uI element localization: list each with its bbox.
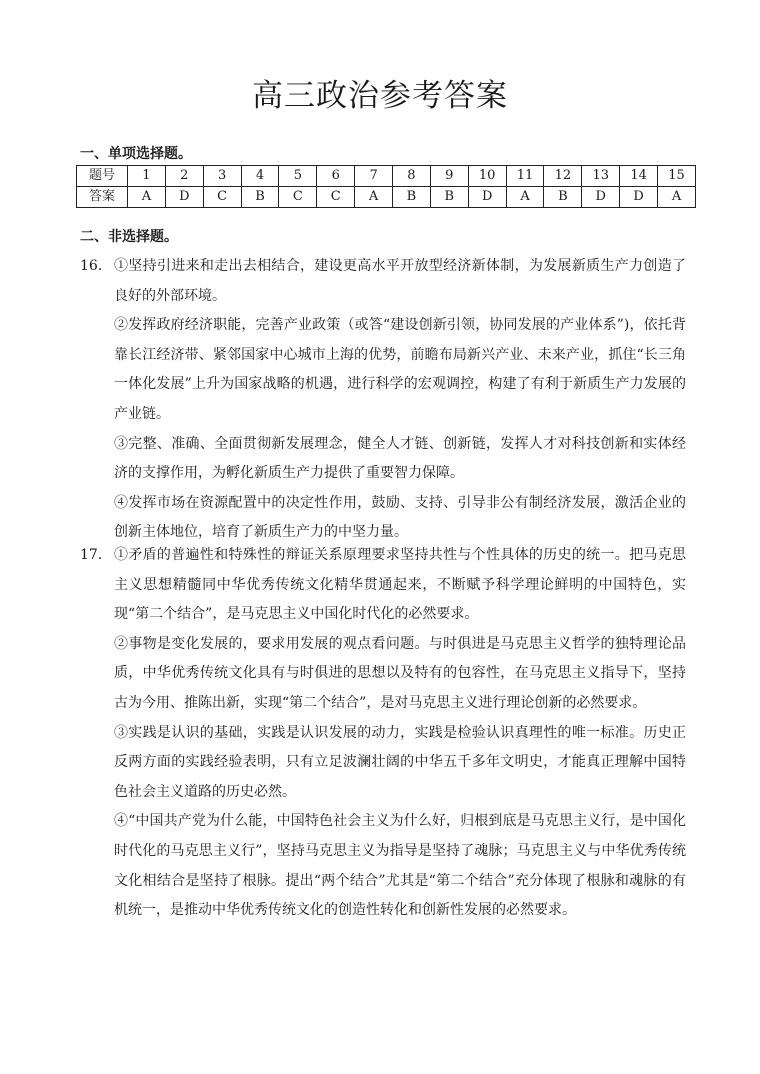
question-number-cell: 2 [165, 166, 203, 187]
answer-cell: D [468, 187, 506, 208]
answer-point: ②事物是变化发展的，要求用发展的观点看问题。与时俱进是马克思主义哲学的独特理论品质，中华优秀传统文化具有与时俱进的思想以及特有的包容性，在马克思主义指导下，坚持古为今用、推陈出新，实现“第二个结合”，是对马克思主义进行理论创新的必然要求。 [114, 635, 686, 711]
section-heading-multiple-choice: 一、单项选择题。 [80, 146, 192, 162]
section-heading-non-choice: 二、非选择题。 [80, 229, 178, 245]
question-number-row [77, 166, 696, 187]
question-number-cell: 5 [279, 166, 317, 187]
answer-cell: B [430, 187, 468, 208]
question-number-cell: 8 [393, 166, 431, 187]
question-number-cell: 6 [317, 166, 355, 187]
question-number-cell: 13 [582, 166, 620, 187]
question-answer-body [114, 541, 686, 926]
question-number-cell: 15 [658, 166, 696, 187]
answer-cell: A [658, 187, 696, 208]
answer-row [77, 187, 696, 208]
answer-point: ④“中国共产党为什么能，中国特色社会主义为什么好，归根到底是马克思主义行，是中国化时代化的马克思主义行”，坚持马克思主义为指导是坚持了魂脉；马克思主义与中华优秀传统文化相结合是坚持了根脉。提出“两个结合”尤其是“第二个结合”充分体现了根脉和魂脉的有机统一，是推动中华优秀传统文化的创造性转化和创新性发展的必然要求。 [114, 813, 686, 919]
answer-cell: C [203, 187, 241, 208]
answer-cell: A [506, 187, 544, 208]
question-number-cell: 7 [355, 166, 393, 187]
answer-point: ②发挥政府经济职能，完善产业政策（或答“建设创新引领，协同发展的产业体系”)，依托背靠长江经济带、紧邻国家中心城市上海的优势，前瞻布局新兴产业、未来产业，抓住“长三角一体化发展”上升为国家战略的机遇，进行科学的宏观调控，构建了有利于新质生产力发展的产业链。 [114, 317, 686, 422]
answer-cell: D [165, 187, 203, 208]
answer-cell: C [279, 187, 317, 208]
question-number-cell: 4 [241, 166, 279, 187]
question-number-cell: 14 [620, 166, 658, 187]
answer-point: ①坚持引进来和走出去相结合，建设更高水平开放型经济新体制，为发展新质生产力创造了良好的外部环境。 [114, 258, 686, 304]
answer-point: ④发挥市场在资源配置中的决定性作用，鼓励、支持、引导非公有制经济发展，激活企业的创新主体地位，培育了新质生产力的中坚力量。 [114, 494, 686, 541]
answer-point: ③实践是认识的基础，实践是认识发展的动力，实践是检验认识真理性的唯一标准。历史正反两方面的实践经验表明，只有立足波澜壮阔的中华五千多年文明史，才能真正理解中国特色社会主义道路的历史必然。 [114, 724, 686, 800]
question-answer-body [114, 252, 686, 548]
question-number-cell: 9 [430, 166, 468, 187]
row-label-number: 题号 [77, 166, 128, 187]
page-title: 高三政治参考答案 [252, 78, 508, 114]
answer-cell: D [582, 187, 620, 208]
question-number: 17． [80, 547, 112, 563]
answer-table [76, 165, 696, 208]
question-number-cell: 1 [128, 166, 166, 187]
question-17 [80, 541, 686, 926]
answer-point: ③完整、准确、全面贯彻新发展理念，健全人才链、创新链，发挥人才对科技创新和实体经济的支撑作用，为孵化新质生产力提供了重要智力保障。 [114, 435, 686, 482]
question-16 [80, 252, 686, 548]
answer-cell: A [355, 187, 393, 208]
question-number-cell: 12 [544, 166, 582, 187]
answer-cell: B [241, 187, 279, 208]
answer-cell: D [620, 187, 658, 208]
question-number-cell: 11 [506, 166, 544, 187]
row-label-answer: 答案 [77, 187, 128, 208]
answer-point: ①矛盾的普遍性和特殊性的辩证关系原理要求坚持共性与个性具体的历史的统一。把马克思主义思想精髓同中华优秀传统文化精华贯通起来，不断赋予科学理论鲜明的中国特色，实现“第二个结合”，是马克思主义中国化时代化的必然要求。 [114, 547, 686, 623]
answer-cell: C [317, 187, 355, 208]
answer-cell: A [128, 187, 166, 208]
question-number: 16． [80, 258, 112, 274]
question-number-cell: 10 [468, 166, 506, 187]
answer-cell: B [544, 187, 582, 208]
answer-cell: B [393, 187, 431, 208]
question-number-cell: 3 [203, 166, 241, 187]
